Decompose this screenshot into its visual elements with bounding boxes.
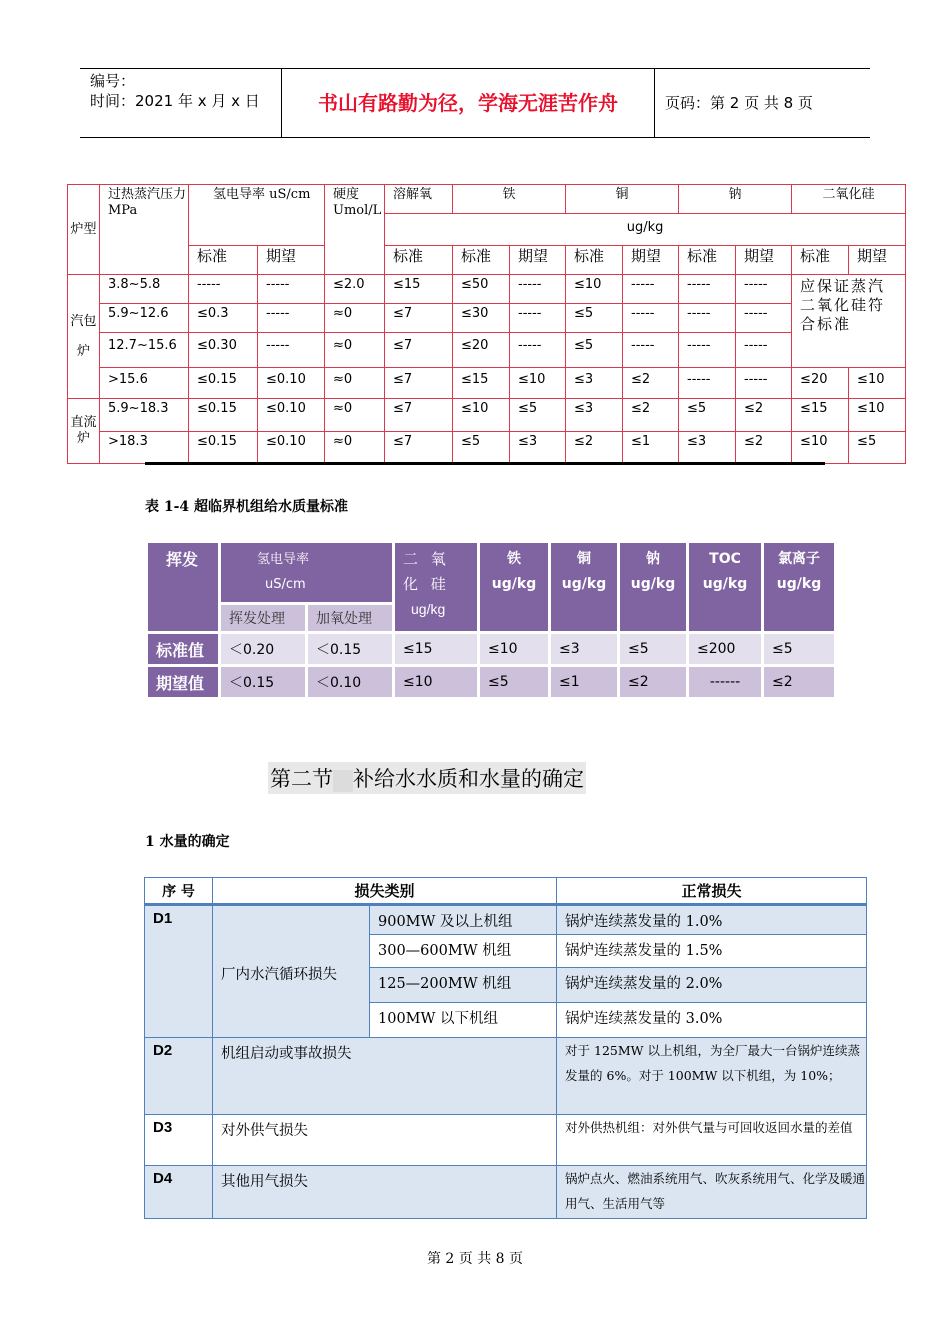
- table-cell: ≤0.30: [189, 333, 258, 368]
- table-cell: ≈0: [325, 432, 385, 464]
- table-cell: ≤7: [385, 399, 453, 432]
- table-cell: ≤5: [566, 333, 623, 368]
- table-cell: ≈0: [325, 368, 385, 399]
- table-cell: 锅炉连续蒸发量的 1.0%: [557, 905, 867, 935]
- table-cell: ≤1: [623, 432, 679, 464]
- table-cell: ≤0.10: [258, 432, 325, 464]
- row-code-d3: D3: [145, 1115, 213, 1166]
- table-cell: 125—200MW 机组: [370, 968, 557, 1003]
- table-cell: ≤20: [453, 333, 510, 368]
- header-toc: TOC ug/kg: [689, 543, 761, 631]
- header-no: 序 号: [145, 878, 213, 905]
- table-cell: 12.7~15.6: [100, 333, 189, 368]
- table-cell: -----: [679, 333, 736, 368]
- table-cell: -----: [258, 333, 325, 368]
- header-oxygen-standard: 标准: [385, 246, 453, 275]
- table-cell: >15.6: [100, 368, 189, 399]
- table-cell: 对外供热机组：对外供气量与可回收返回水量的差值: [557, 1115, 867, 1166]
- table2-caption: 表 1-4 超临界机组给水质量标准: [145, 499, 349, 515]
- subsection-heading: 1 水量的确定: [145, 834, 230, 850]
- table-cell: ≤0.15: [189, 368, 258, 399]
- header-sodium-standard: 标准: [679, 246, 736, 275]
- table-cell: -----: [189, 275, 258, 304]
- table-cell: ≤2: [566, 432, 623, 464]
- table-cell: -----: [258, 304, 325, 333]
- supercritical-feedwater-table: [145, 540, 837, 700]
- table-cell: 900MW 及以上机组: [370, 905, 557, 935]
- table-cell: ≤0.15: [189, 432, 258, 464]
- row-expected-label: 期望值: [148, 667, 218, 697]
- row-label-d4: 其他用气损失: [213, 1166, 557, 1219]
- header-hardness: 硬度 Umol/L: [325, 185, 385, 275]
- table-cell: ≤7: [385, 368, 453, 399]
- table-cell: ≤10: [453, 399, 510, 432]
- page-header: [80, 68, 870, 138]
- page-footer: 第 2 页 共 8 页: [426, 1251, 524, 1267]
- table-cell: ≈0: [325, 333, 385, 368]
- header-motto: 书山有路勤为径，学海无涯苦作舟: [318, 91, 618, 115]
- header-copper-standard: 标准: [566, 246, 623, 275]
- table-cell: ------: [689, 667, 761, 697]
- table-cell: 5.9~18.3: [100, 399, 189, 432]
- table-cell: ≤5: [679, 399, 736, 432]
- header-sodium: 钠 ug/kg: [620, 543, 686, 631]
- header-unit: ug/kg: [385, 214, 906, 246]
- row-label-d1: 厂内水汽循环损失: [213, 905, 370, 1038]
- header-chloride: 氯离子 ug/kg: [764, 543, 834, 631]
- table-cell: 对于 125MW 以上机组，为全厂最大一台锅炉连续蒸发量的 6%。对于 100MW 以下机组，为 10%；: [557, 1038, 867, 1115]
- table-cell: ≤2: [623, 368, 679, 399]
- silica-note: 应保证蒸汽二氧化硅符合标准: [792, 275, 906, 368]
- table-cell: 锅炉连续蒸发量的 3.0%: [557, 1003, 867, 1038]
- table-cell: ≤3: [551, 634, 617, 664]
- header-silica-standard: 标准: [792, 246, 849, 275]
- table-cell: -----: [258, 275, 325, 304]
- table-cell: ≤3: [510, 432, 566, 464]
- table-cell: ≤0.3: [189, 304, 258, 333]
- table-cell: ≤2: [736, 399, 792, 432]
- header-conductivity: 氢电导率 uS/cm: [221, 543, 392, 602]
- row-label-d3: 对外供气损失: [213, 1115, 557, 1166]
- header-silica: 二 氧 化 硅 ug/kg: [395, 543, 477, 631]
- header-iron-standard: 标准: [453, 246, 510, 275]
- table-cell: ≤15: [385, 275, 453, 304]
- table-cell: ≤5: [620, 634, 686, 664]
- header-number: 编号：: [90, 72, 136, 90]
- table-cell: ≤10: [792, 432, 849, 464]
- table-cell: ≤10: [849, 399, 906, 432]
- table-cell: ≤50: [453, 275, 510, 304]
- row-code-d4: D4: [145, 1166, 213, 1219]
- header-iron: 铁: [453, 185, 566, 214]
- header-volatile: 挥发: [148, 543, 218, 631]
- table-cell: ≤15: [453, 368, 510, 399]
- table-cell: ≤2: [620, 667, 686, 697]
- table-cell: ≈0: [325, 399, 385, 432]
- table-cell: -----: [679, 304, 736, 333]
- header-silica-expected: 期望: [849, 246, 906, 275]
- table-cell: 100MW 以下机组: [370, 1003, 557, 1038]
- table-cell: -----: [623, 333, 679, 368]
- header-meta: [90, 71, 260, 111]
- header-conductivity: 氢电导率 uS/cm: [189, 185, 325, 246]
- table-cell: ≤15: [395, 634, 477, 664]
- table-cell: -----: [736, 275, 792, 304]
- table-cell: ≤0.10: [258, 368, 325, 399]
- table-divider: [145, 462, 825, 465]
- table-cell: >18.3: [100, 432, 189, 464]
- group-once-through-boiler: 直流炉: [68, 399, 100, 464]
- table-cell: ＜0.15: [221, 667, 305, 697]
- table-cell: ≤15: [792, 399, 849, 432]
- table-cell: ≤5: [510, 399, 566, 432]
- header-time: 时间：2021 年 x 月 x 日: [90, 92, 260, 110]
- header-page-number: 页码：第 2 页 共 8 页: [665, 94, 813, 112]
- header-boiler-type: 炉型: [68, 185, 100, 275]
- table-cell: ≤10: [480, 634, 548, 664]
- table-cell: -----: [510, 275, 566, 304]
- table-cell: -----: [679, 368, 736, 399]
- header-silica: 二氧化硅: [792, 185, 906, 214]
- header-copper-expected: 期望: [623, 246, 679, 275]
- table-cell: -----: [736, 333, 792, 368]
- table-cell: ≤5: [566, 304, 623, 333]
- header-oxygen: 溶解氧: [385, 185, 453, 214]
- header-loss-type: 损失类别: [213, 878, 557, 905]
- table-cell: 锅炉点火、燃油系统用气、吹灰系统用气、化学及暖通用气、生活用气等: [557, 1166, 867, 1219]
- table-cell: ≤0.10: [258, 399, 325, 432]
- table-cell: 5.9~12.6: [100, 304, 189, 333]
- row-code-d2: D2: [145, 1038, 213, 1115]
- table-cell: ≤2: [764, 667, 834, 697]
- table-cell: -----: [736, 304, 792, 333]
- row-standard-label: 标准值: [148, 634, 218, 664]
- section-heading: 第二节 补给水水质和水量的确定: [268, 762, 586, 794]
- table-cell: -----: [736, 368, 792, 399]
- table-cell: ＜0.20: [221, 634, 305, 664]
- header-iron-expected: 期望: [510, 246, 566, 275]
- table-cell: ≤1: [551, 667, 617, 697]
- table-cell: ≤5: [764, 634, 834, 664]
- table-cell: ≤5: [453, 432, 510, 464]
- row-code-d1: D1: [145, 905, 213, 1038]
- table-cell: ≤3: [566, 399, 623, 432]
- table-cell: ≤30: [453, 304, 510, 333]
- table-cell: ≤2: [623, 399, 679, 432]
- table-cell: ≤7: [385, 333, 453, 368]
- table-cell: ≈0: [325, 304, 385, 333]
- table-cell: -----: [510, 304, 566, 333]
- table-cell: 300—600MW 机组: [370, 935, 557, 968]
- water-loss-table: [144, 877, 867, 1219]
- table-cell: ＜0.15: [308, 634, 392, 664]
- table-cell: ＜0.10: [308, 667, 392, 697]
- table-cell: ≤10: [395, 667, 477, 697]
- table-cell: ≤200: [689, 634, 761, 664]
- header-conductivity-expected: 期望: [258, 246, 325, 275]
- header-copper: 铜: [566, 185, 679, 214]
- table-cell: ≤3: [566, 368, 623, 399]
- table-cell: ≤3: [679, 432, 736, 464]
- table-cell: ≤20: [792, 368, 849, 399]
- header-sodium-expected: 期望: [736, 246, 792, 275]
- header-normal-loss: 正常损失: [557, 878, 867, 905]
- header-copper: 铜 ug/kg: [551, 543, 617, 631]
- table-cell: ≤10: [849, 368, 906, 399]
- table-cell: ≤5: [849, 432, 906, 464]
- header-iron: 铁 ug/kg: [480, 543, 548, 631]
- table-cell: ≤10: [566, 275, 623, 304]
- row-label-d2: 机组启动或事故损失: [213, 1038, 557, 1115]
- table-cell: ≤7: [385, 304, 453, 333]
- table-cell: -----: [623, 304, 679, 333]
- header-volatile-treatment: 挥发处理: [221, 605, 305, 631]
- boiler-feedwater-table: [67, 184, 906, 464]
- group-drum-boiler: 汽包炉: [68, 275, 100, 399]
- table-cell: -----: [623, 275, 679, 304]
- table-cell: 3.8~5.8: [100, 275, 189, 304]
- header-oxygenated-treatment: 加氧处理: [308, 605, 392, 631]
- table-cell: 锅炉连续蒸发量的 1.5%: [557, 935, 867, 968]
- table-cell: ≤0.15: [189, 399, 258, 432]
- table-cell: -----: [510, 333, 566, 368]
- table-cell: ≤7: [385, 432, 453, 464]
- table-cell: -----: [679, 275, 736, 304]
- table-cell: ≤5: [480, 667, 548, 697]
- table-cell: ≤10: [510, 368, 566, 399]
- header-sodium: 钠: [679, 185, 792, 214]
- header-pressure: 过热蒸汽压力 MPa: [100, 185, 189, 275]
- header-conductivity-standard: 标准: [189, 246, 258, 275]
- table-cell: ≤2: [736, 432, 792, 464]
- table-cell: ≤2.0: [325, 275, 385, 304]
- table-cell: 锅炉连续蒸发量的 2.0%: [557, 968, 867, 1003]
